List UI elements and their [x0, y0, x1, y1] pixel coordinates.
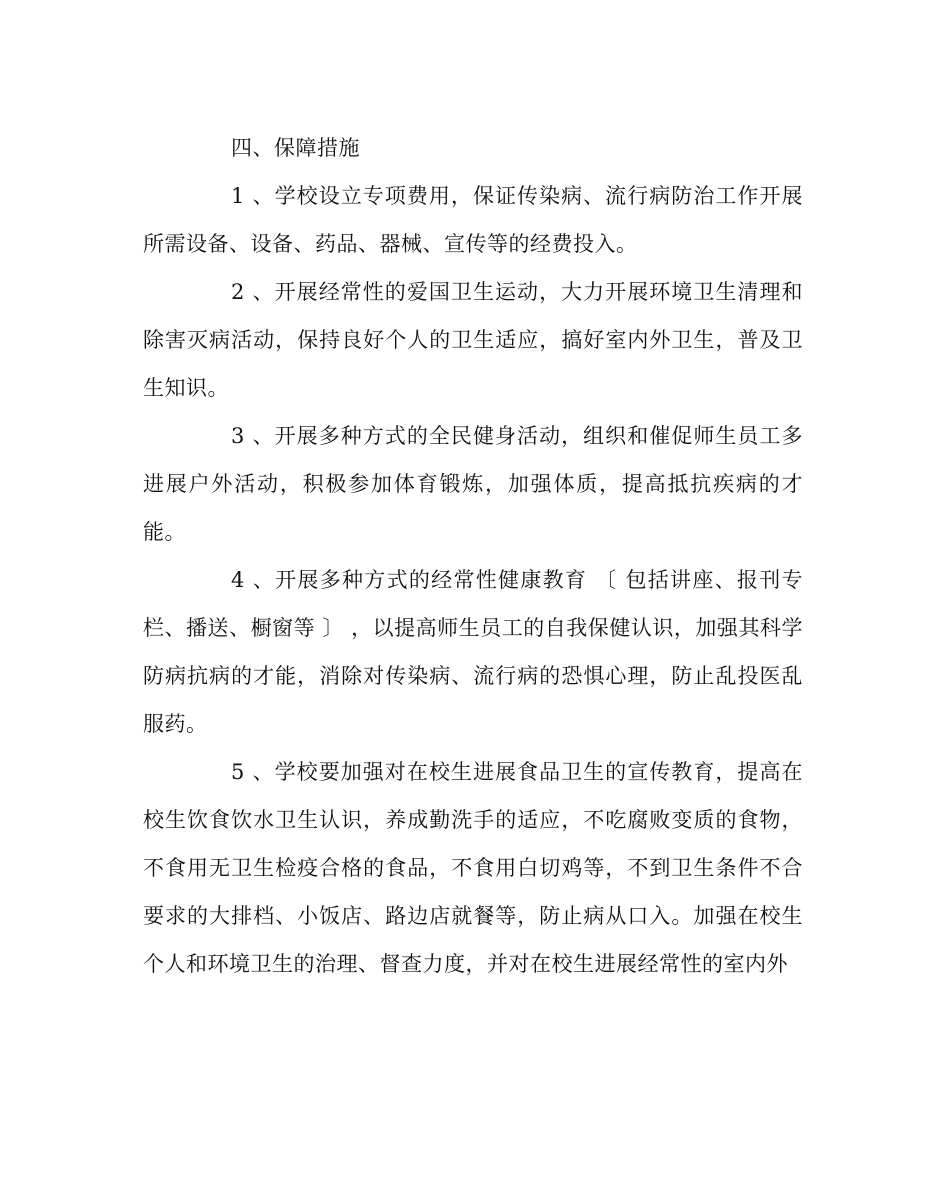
section-heading: 四、保障措施 — [231, 136, 360, 160]
paragraph-3: 3 、开展多种方式的全民健身活动，组织和催促师生员工多进展户外活动，积极参加体育锻炼，加强体质，提高抵抗疾病的才能。 — [143, 424, 803, 544]
paragraph-1: 1 、学校设立专项费用，保证传染病、流行病防治工作开展所需设备、设备、药品、器械、宣传等的经费投入。 — [143, 184, 803, 256]
paragraph-4: 4 、开展多种方式的经常性健康教育 〔 包括讲座、报刊专栏、播送、橱窗等 〕 ，以提高师生员工的自我保健认识，加强其科学防病抗病的才能，消除对传染病、流行病的恐惧心理，防止乱投医乱服药。 — [143, 568, 803, 736]
paragraph-2: 2 、开展经常性的爱国卫生运动，大力开展环境卫生清理和除害灭病活动，保持良好个人的卫生适应，搞好室内外卫生，普及卫生知识。 — [143, 280, 803, 400]
paragraph-5: 5 、学校要加强对在校生进展食品卫生的宣传教育，提高在校生饮食饮水卫生认识，养成勤洗手的适应，不吃腐败变质的食物，不食用无卫生检疫合格的食品，不食用白切鸡等，不到卫生条件不合要求的大排档、小饭店、路边店就餐等，防止病从口入。加强在校生个人和环境卫生的治理、督查力度，并对在校生进展经常性的室内外 — [143, 760, 803, 976]
document-body — [143, 124, 803, 988]
